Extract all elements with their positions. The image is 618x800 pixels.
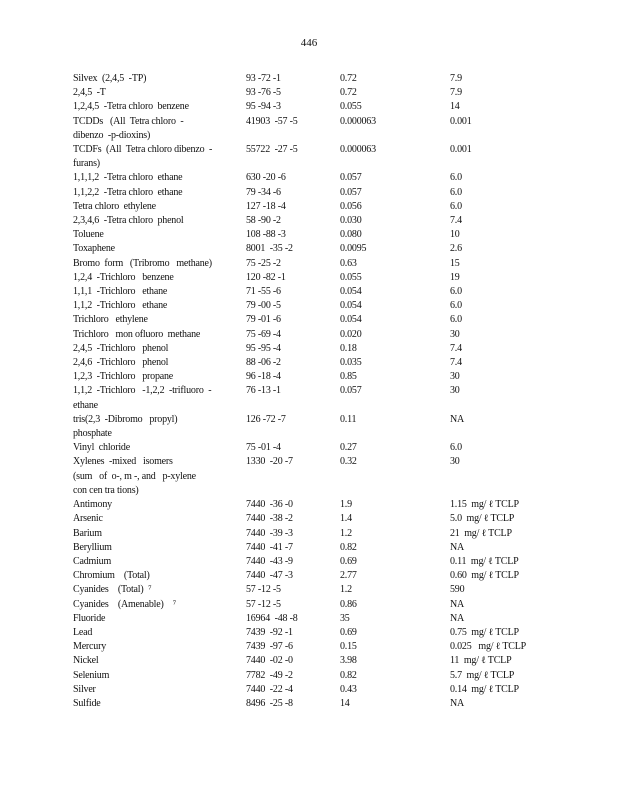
cas-number: 1330 -20 -7	[246, 456, 293, 468]
table-row	[73, 697, 580, 711]
nonwastewater-standard: 6.0	[450, 300, 462, 312]
nonwastewater-standard: 15	[450, 257, 460, 269]
wastewater-standard: 0.11	[340, 413, 357, 425]
nonwastewater-standard: 0.14 mg/ ℓ TCLP	[450, 683, 519, 695]
wastewater-standard: 2.77	[340, 570, 357, 582]
nonwastewater-standard: 6.0	[450, 286, 462, 298]
constituent-name: Barium	[73, 527, 102, 539]
constituent-name: Fluoride	[73, 612, 106, 624]
wastewater-standard: 1.2	[340, 584, 352, 596]
table-row	[73, 285, 580, 299]
constituent-name: Chromium (Total)	[73, 570, 150, 582]
constituent-name: Arsenic	[73, 513, 103, 525]
constituent-name: Vinyl chloride	[73, 442, 130, 454]
wastewater-standard: 0.054	[340, 286, 362, 298]
table-row	[73, 86, 580, 100]
table-row	[73, 313, 580, 327]
nonwastewater-standard: 30	[450, 371, 460, 383]
constituent-name: TCDDs (All Tetra chloro - dibenzo -p-dioxins)	[73, 115, 184, 141]
page-number: 446	[300, 37, 318, 49]
wastewater-standard: 1.4	[340, 513, 352, 525]
wastewater-standard: 1.2	[340, 527, 352, 539]
table-row	[73, 299, 580, 313]
cas-number: 7440 -41 -7	[246, 541, 293, 553]
table-row	[73, 271, 580, 285]
nonwastewater-standard: 0.025 mg/ ℓ TCLP	[450, 641, 527, 653]
cas-number: 7782 -49 -2	[246, 669, 293, 681]
table-row	[73, 370, 580, 384]
wastewater-standard: 0.020	[340, 328, 362, 340]
constituent-name: 2,4,5 -Trichloro phenol	[73, 342, 169, 354]
constituent-name: 2,4,6 -Trichloro phenol	[73, 357, 169, 369]
cas-number: 7440 -47 -3	[246, 570, 293, 582]
wastewater-standard: 0.035	[340, 357, 362, 369]
nonwastewater-standard: 0.001	[450, 115, 472, 127]
nonwastewater-standard: 5.0 mg/ ℓ TCLP	[450, 513, 515, 525]
table-row	[73, 583, 580, 597]
constituent-name: 1,2,4,5 -Tetra chloro benzene	[73, 101, 189, 113]
table-row	[73, 654, 580, 668]
table-row	[73, 626, 580, 640]
cas-number: 88 -06 -2	[246, 357, 281, 369]
nonwastewater-standard: 30	[450, 456, 460, 468]
nonwastewater-standard: 10	[450, 229, 460, 241]
nonwastewater-standard: NA	[450, 598, 465, 610]
nonwastewater-standard: 7.9	[450, 87, 462, 99]
nonwastewater-standard: 6.0	[450, 314, 462, 326]
table-row	[73, 640, 580, 654]
constituent-name: 1,1,2 -Trichloro -1,2,2 -trifluoro - ethane	[73, 385, 212, 411]
cas-number: 75 -01 -4	[246, 442, 281, 454]
table-row	[73, 512, 580, 526]
constituent-name: 1,2,4 -Trichloro benzene	[73, 271, 174, 283]
cas-number: 630 -20 -6	[246, 172, 286, 184]
nonwastewater-standard: 590	[450, 584, 465, 596]
cas-number: 57 -12 -5	[246, 584, 281, 596]
nonwastewater-standard: 19	[450, 271, 460, 283]
cas-number: 76 -13 -1	[246, 385, 281, 397]
constituent-name: 1,1,2,2 -Tetra chloro ethane	[73, 186, 183, 198]
cas-number: 75 -25 -2	[246, 257, 281, 269]
nonwastewater-standard: 21 mg/ ℓ TCLP	[450, 527, 512, 539]
nonwastewater-standard: NA	[450, 413, 465, 425]
wastewater-standard: 0.72	[340, 87, 357, 99]
nonwastewater-standard: 6.0	[450, 200, 462, 212]
constituent-name: Beryllium	[73, 541, 112, 553]
constituent-name: Cyanides (Total) ⁷	[73, 584, 152, 596]
cas-number: 55722 -27 -5	[246, 144, 298, 156]
constituent-name: Silver	[73, 683, 96, 695]
constituent-name: Nickel	[73, 655, 99, 667]
cas-number: 7440 -39 -3	[246, 527, 293, 539]
table-row	[73, 242, 580, 256]
wastewater-standard: 0.82	[340, 669, 357, 681]
table-row	[73, 171, 580, 185]
cas-number: 127 -18 -4	[246, 200, 286, 212]
table-row	[73, 257, 580, 271]
nonwastewater-standard: 0.11 mg/ ℓ TCLP	[450, 555, 519, 567]
nonwastewater-standard: 6.0	[450, 186, 462, 198]
table-row	[73, 384, 580, 412]
cas-number: 8001 -35 -2	[246, 243, 293, 255]
cas-number: 7440 -38 -2	[246, 513, 293, 525]
constituent-name: Trichloro ethylene	[73, 314, 148, 326]
cas-number: 96 -18 -4	[246, 371, 281, 383]
constituent-name: 1,2,3 -Trichloro propane	[73, 371, 174, 383]
wastewater-standard: 3.98	[340, 655, 357, 667]
wastewater-standard: 0.030	[340, 215, 362, 227]
cas-number: 7440 -22 -4	[246, 683, 293, 695]
wastewater-standard: 0.000063	[340, 144, 376, 156]
cas-number: 93 -72 -1	[246, 73, 281, 84]
cas-number: 58 -90 -2	[246, 215, 281, 227]
cas-number: 7440 -36 -0	[246, 499, 293, 511]
table-row	[73, 100, 580, 114]
nonwastewater-standard: NA	[450, 697, 465, 709]
constituent-name: Xylenes -mixed isomers (sum of o-, m -, and p-xylene con cen tra tions)	[73, 456, 196, 496]
wastewater-standard: 0.69	[340, 555, 357, 567]
wastewater-standard: 0.43	[340, 683, 357, 695]
cas-number: 79 -34 -6	[246, 186, 281, 198]
nonwastewater-standard: NA	[450, 612, 465, 624]
wastewater-standard: 0.054	[340, 300, 362, 312]
nonwastewater-standard: 7.4	[450, 342, 462, 354]
cas-number: 79 -00 -5	[246, 300, 281, 312]
wastewater-standard: 1.9	[340, 499, 352, 511]
table-row	[73, 228, 580, 242]
constituent-name: Bromo form (Tribromo methane)	[73, 257, 212, 269]
cas-number: 57 -12 -5	[246, 598, 281, 610]
cas-number: 95 -95 -4	[246, 342, 281, 354]
nonwastewater-standard: 2.6	[450, 243, 462, 255]
wastewater-standard: 0.82	[340, 541, 357, 553]
constituent-name: Silvex (2,4,5 -TP)	[73, 73, 147, 84]
cas-number: 16964 -48 -8	[246, 612, 298, 624]
constituent-name: 1,1,1 -Trichloro ethane	[73, 286, 168, 298]
nonwastewater-standard: 30	[450, 385, 460, 397]
cas-number: 108 -88 -3	[246, 229, 286, 241]
constituent-name: Toluene	[73, 229, 104, 241]
cas-number: 41903 -57 -5	[246, 115, 298, 127]
wastewater-standard: 0.056	[340, 200, 362, 212]
cas-number: 120 -82 -1	[246, 271, 286, 283]
constituent-name: Sulfide	[73, 697, 101, 709]
wastewater-standard: 0.0095	[340, 243, 367, 255]
table-row	[73, 328, 580, 342]
nonwastewater-standard: 5.7 mg/ ℓ TCLP	[450, 669, 515, 681]
constituent-name: Tetra chloro ethylene	[73, 200, 156, 212]
nonwastewater-standard: 6.0	[450, 442, 462, 454]
constituent-name: tris(2,3 -Dibromo propyl) phosphate	[73, 413, 178, 440]
wastewater-standard: 0.18	[340, 342, 357, 354]
nonwastewater-standard: NA	[450, 541, 465, 553]
constituent-name: 2,4,5 -T	[73, 87, 106, 99]
table-row	[73, 186, 580, 200]
table-row	[73, 441, 580, 455]
table-row	[73, 612, 580, 626]
table-body	[73, 72, 580, 711]
wastewater-standard: 0.69	[340, 626, 357, 638]
cas-number: 7439 -92 -1	[246, 626, 293, 638]
cas-number: 7440 -02 -0	[246, 655, 293, 667]
table-row	[73, 455, 580, 498]
table-row	[73, 555, 580, 569]
constituent-name: Lead	[73, 626, 93, 638]
wastewater-standard: 35	[340, 612, 350, 624]
nonwastewater-standard: 0.001	[450, 144, 472, 156]
table-row	[73, 200, 580, 214]
cas-number: 126 -72 -7	[246, 413, 286, 425]
nonwastewater-standard: 7.4	[450, 215, 462, 227]
table-row	[73, 498, 580, 512]
constituent-name: Selenium	[73, 669, 110, 681]
nonwastewater-standard: 30	[450, 328, 460, 340]
constituent-name: TCDFs (All Tetra chloro dibenzo - furans)	[73, 144, 213, 170]
constituent-name: 2,3,4,6 -Tetra chloro phenol	[73, 215, 184, 227]
cas-number: 71 -55 -6	[246, 286, 281, 298]
wastewater-standard: 0.85	[340, 371, 357, 383]
constituent-name: Toxaphene	[73, 243, 115, 255]
constituent-name: Trichloro mon ofluoro methane	[73, 328, 201, 340]
wastewater-standard: 0.080	[340, 229, 362, 241]
table-row	[73, 72, 580, 86]
nonwastewater-standard: 11 mg/ ℓ TCLP	[450, 655, 512, 667]
constituent-table	[73, 72, 580, 711]
table-row	[73, 569, 580, 583]
wastewater-standard: 0.055	[340, 101, 362, 113]
wastewater-standard: 0.057	[340, 385, 362, 397]
wastewater-standard: 0.057	[340, 172, 362, 184]
constituent-name: 1,1,2 -Trichloro ethane	[73, 300, 168, 312]
table-row	[73, 669, 580, 683]
nonwastewater-standard: 0.60 mg/ ℓ TCLP	[450, 570, 519, 582]
constituent-name: Cyanides (Amenable) ⁷	[73, 598, 177, 610]
cas-number: 79 -01 -6	[246, 314, 281, 326]
cas-number: 75 -69 -4	[246, 328, 281, 340]
wastewater-standard: 0.057	[340, 186, 362, 198]
table-row	[73, 143, 580, 171]
nonwastewater-standard: 1.15 mg/ ℓ TCLP	[450, 499, 519, 511]
table-row	[73, 214, 580, 228]
wastewater-standard: 0.32	[340, 456, 357, 468]
constituent-name: Mercury	[73, 641, 107, 653]
table-row	[73, 342, 580, 356]
wastewater-standard: 0.15	[340, 641, 357, 653]
wastewater-standard: 0.72	[340, 73, 357, 84]
cas-number: 95 -94 -3	[246, 101, 281, 113]
nonwastewater-standard: 0.75 mg/ ℓ TCLP	[450, 626, 519, 638]
wastewater-standard: 0.86	[340, 598, 357, 610]
nonwastewater-standard: 7.4	[450, 357, 462, 369]
table-row	[73, 683, 580, 697]
wastewater-standard: 0.000063	[340, 115, 376, 127]
constituent-name: 1,1,1,2 -Tetra chloro ethane	[73, 172, 183, 184]
wastewater-standard: 0.63	[340, 257, 357, 269]
table-row	[73, 598, 580, 612]
nonwastewater-standard: 6.0	[450, 172, 462, 184]
cas-number: 7440 -43 -9	[246, 555, 293, 567]
cas-number: 8496 -25 -8	[246, 697, 293, 709]
wastewater-standard: 0.27	[340, 442, 357, 454]
nonwastewater-standard: 14	[450, 101, 460, 113]
table-row	[73, 356, 580, 370]
table-row	[73, 527, 580, 541]
table-row	[73, 541, 580, 555]
table-row	[73, 413, 580, 441]
cas-number: 93 -76 -5	[246, 87, 281, 99]
cas-number: 7439 -97 -6	[246, 641, 293, 653]
wastewater-standard: 14	[340, 697, 350, 709]
wastewater-standard: 0.055	[340, 271, 362, 283]
nonwastewater-standard: 7.9	[450, 73, 462, 84]
constituent-name: Antimony	[73, 499, 112, 511]
constituent-name: Cadmium	[73, 555, 112, 567]
table-row	[73, 115, 580, 143]
wastewater-standard: 0.054	[340, 314, 362, 326]
